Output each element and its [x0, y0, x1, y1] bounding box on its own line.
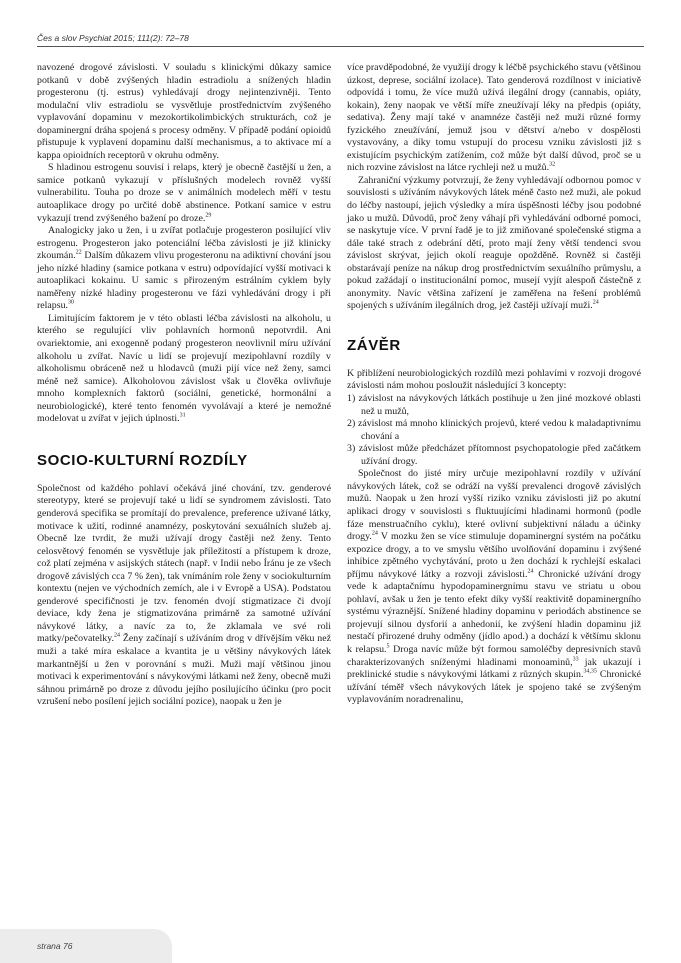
paragraph: K přiblížení neurobiologických rozdílů mezi pohlavími v rozvoji drogové závislosti nám mohou posloužit následující 3 koncepty:: [347, 367, 641, 392]
header-rule: [37, 46, 644, 47]
paragraph-text: Limitujícím faktorem je v této oblasti léčba závislosti na alkoholu, u kterého se regulující vliv pohlavních hormonů nepotvrdil. Ani ovariektomie, ani exogenně podaný progesteron neovlivnil míru užívání alkoholu u zvířat. Navíc u lidí se projevují mezipohlavní rozdíly v alkoholismu obráceně než u hlodavců (muži pijí více než ženy, samci méně než samice). Alkoholovou závislost však u člověka ovlivňuje mnoho komplexních faktorů (sociální, genetické, hormonální a neurobiologické), které tento fenomén vyvolávají a které je nemožné modelovat u zvířat v jejich úplnosti.: [37, 312, 331, 425]
running-header: Čes a slov Psychiat 2015; 111(2): 72–78: [37, 33, 189, 43]
citation: 33: [572, 656, 579, 663]
page-number: strana 76: [37, 941, 73, 951]
paragraph-text: Společnost od každého pohlaví očekává jiné chování, tzv. genderové stereotypy, které se projevují také u lidí se syndromem závislosti. Tato genderová specifika se promítají do prevalence, preference užívané látky, motivace k užití, rodinné anamnézy, poskytování sexuálních služeb aj. Obecně lze tvrdit, že muži užívají drogy častěji než ženy. Tento celosvětový fenomén se vysvětluje jak příležitostí a přístupem k droze, což platí zejména v asijských státech (např. v Indii nebo Íránu je ze všech drogově závislých cca 7 % žen), tak vnímáním role ženy v sociokulturním kontextu (nejen ve východních zemích, ale i v Evropě a USA). Podstatou genderové specifičnosti je tzv. fenomén dvojí stigmatizace či dvojí deviace, kdy žena je stigmatizována primárně za samotné užívání návykové látky, a navíc za to, že zklamala ve své roli matky/pečovatelky.: [37, 482, 331, 645]
paragraph: [347, 62, 641, 175]
paragraph-text: jak ukazují i preklinické studie s návykovými látkami z různých skupin.: [347, 656, 641, 681]
citation: 34,35: [583, 668, 597, 675]
left-column: [37, 62, 331, 709]
paragraph-text: S hladinou estrogenu souvisí i relaps, který je obecně častější u žen, a samice potkanů vykazují v příslušných modelech rovněž vyšší vulnerabilitu. Touha po droze se v animálních modelech měří v testu autoaplikace drogy po určité době abstinence. Potkaní samice v estru vykazují trend zvýšeného bažení po droze.: [37, 162, 331, 224]
citation: 24: [113, 633, 120, 640]
paragraph-text: Ženy začínají s užíváním drog v dřívějším věku než muži a také míra eskalace a kvantita je u většiny návykových látek markantnější u žen v porovnání s muži. Muži mají většinou jinou motivaci k experimentování s návykovými látkami než ženy, obecně muži sáhnou primárně po droze z důvodu jejího posilujícího účinku (pro pocit vzrušení nebo posílení jejich sociální pozice), naopak u žen je: [37, 633, 331, 708]
citation: 29: [205, 212, 212, 219]
concept-list: [347, 393, 641, 468]
paragraph: [37, 225, 331, 313]
right-column: [347, 62, 641, 707]
citation: 24: [371, 530, 378, 537]
paragraph-text: Chronické užívání drogy vede k adaptačnímu hypodopaminergnímu stavu ve striatu u obou pohlaví, avšak u žen je tento efekt díky vyšší reaktivitě dopaminergního systému výraznější. Snížené hladiny dopaminu v periodách abstinence se projevují silnou dysforií a anhedonií, ke zvýšení hladin dopaminu již nestačí přirozené druhy odměny (jídlo apod.) a dochází k většímu sklonu k relapsu.: [347, 568, 642, 655]
list-item: 3) závislost může předcházet přítomnost psychopatologie před začátkem užívání drogy.: [347, 443, 641, 467]
list-item: 2) závislost má mnoho klinických projevů, které vedou k maladaptivnímu chování a: [347, 418, 641, 442]
citation: 24: [527, 568, 534, 575]
citation: 30: [68, 300, 74, 307]
citation: 31: [179, 413, 186, 420]
paragraph-text: Společnost do jisté míry určuje mezipohlavní rozdíly v užívání návykových látek, což se odráží na vyšší prevalenci drogově závislých mužů. Naopak u žen hrozí vyšší riziko vzniku závislosti již po akutní aplikaci drogy v souvislosti s fluktuujícími hladinami hormonů (podle fáze menstruačního cyklu), které ovlivní subjektivní náladu a účinky drogy.: [347, 468, 641, 543]
paragraph: [37, 162, 331, 225]
paragraph-text: Zahraniční výzkumy potvrzují, že ženy vyhledávají odbornou pomoc v souvislosti s užíváním návykových látek méně často než muži, ale pokud do léčby nastoupí, jejich výsledky a míra úspěšnosti léčby jsou podobné jako u mužů. Důvodů, proč ženy váhají při vyhledávání odborné pomoci, se naskytuje více. V první řadě je to již zmiňované společenské stigma a dále také strach z odebrání dětí, proto mají ženy větší tendenci svou závislost skrývat, jejich okolí reaguje opožděně. Rovněž si častěji obstarávají peníze na nákup drog prostřednictvím sexuálního průmyslu, a pokud zažádají o institucionální pomoc, musejí vyjít alespoň částečně z anonymity. Navíc většina zařízení je zaměřena na řešení problémů spojených s užíváním ilegálních drog, jež častěji užívají muži.: [347, 174, 641, 312]
citation: 5: [386, 643, 390, 650]
citation: 24: [592, 300, 599, 307]
paragraph: [347, 468, 641, 706]
paragraph-text: více pravděpodobné, že využijí drogy k léčbě psychického stavu (většinou úzkost, deprese, sociální izolace). Tato genderová rozdílnost v iniciativě odpovídá i tomu, že více mužů užívá ilegální drogy (cannabis, opiáty, kokain), ženy naopak ve větší míře zneužívají léky na předpis (opiáty, sedativa). Ženy mají také v anamnéze častěji než muži různé formy fyzického zneužívání, jemuž jsou v dětství a/nebo v dospělosti vystavovány, a díky tomu vstupují do procesu vzniku závislosti již s existujícím psychickým zatížením, což může být další důvod, proč se u nich rozvine závislost na látce rychleji než u mužů.: [347, 62, 641, 174]
paragraph-text: Chronické užívání téměř všech návykových látek je spojeno také se zvýšeným vyplavováním noradrenalinu,: [347, 669, 641, 706]
paragraph-text: Dalším důkazem vlivu progesteronu na adiktivní chování jsou jeho nízké hladiny (samice potkana v estru) odpovídající vyšší motivaci k autoaplikaci kokainu. U samic s přirozeným estrálním cyklem byly naměřeny nízké hladiny progesteronu ve fázi vyhledávání drogy i při relapsu.: [37, 250, 331, 312]
paragraph-text: V mozku žen se více stimuluje dopaminergní systém na počátku expozice drogy, a to ve smyslu většího uvolňování dopaminu i zvýšené inhibice zpětného vychytávání, proto u žen dochází k rychlejší eskalaci příjmu návykové látky a rozvoji závislosti.: [347, 531, 641, 580]
paragraph-text: Droga navíc může být formou samoléčby depresivních stavů charakterizovaných sníženými hladinami monoaminů,: [347, 643, 641, 668]
paragraph: navozené drogové závislosti. V souladu s klinickými důkazy samice potkanů v době zvýšených hladin estradiolu a snížených hladin progesteronu (tj. estrus) vyhledávají drogy nejintenzivněji. Tento modulační vliv estradiolu se vysvětluje prostřednictvím zvýšeného vyplavování dopaminu v mezokortikolimbických strukturách, což je dopaminergní dráha spojená s procesy odměny. V případě podání opioidů přistupuje k vyplavení dopaminu další mechanismus, a to aktivace mí a kappa opioidních receptorů v okruhu odměny.: [37, 62, 331, 161]
citation: 22: [75, 249, 82, 256]
paragraph-text: Analogicky jako u žen, i u zvířat potlačuje progesteron posilující vliv estrogenu. Progesteron jako potenciální léčba závislosti je již klinicky zkoumán.: [37, 225, 331, 262]
section-heading: SOCIO-KULTURNÍ ROZDÍLY: [37, 451, 248, 469]
section-heading: ZÁVĚR: [347, 336, 401, 354]
paragraph: [37, 313, 331, 426]
citation: 32: [549, 162, 556, 169]
paragraph: [347, 175, 641, 313]
list-item: 1) závislost na návykových látkách postihuje u žen jiné mozkové oblasti než u mužů,: [347, 393, 641, 417]
footer-band: [0, 929, 172, 963]
paragraph: [37, 483, 331, 709]
